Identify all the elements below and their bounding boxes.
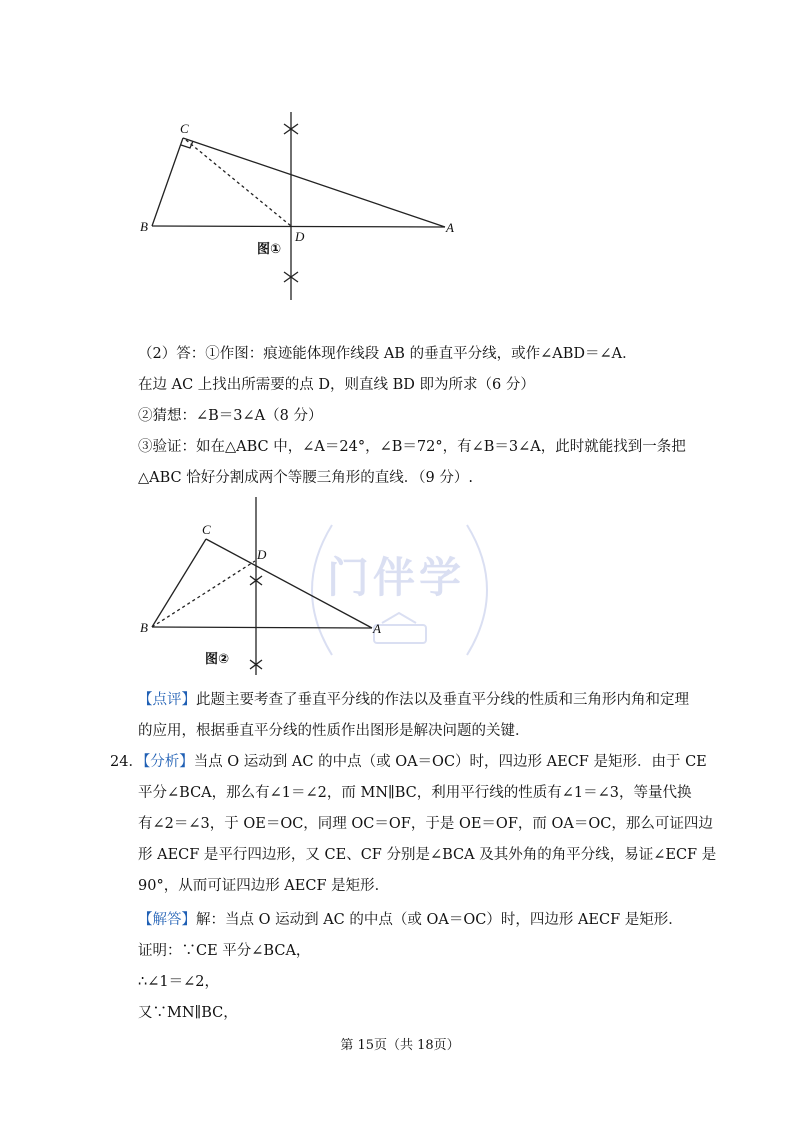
text-line: 在边 AC 上找出所需要的点 D，则直线 BD 即为所求（6 分） — [138, 377, 535, 393]
answer-tag: 【解答】 — [138, 912, 196, 928]
text-line: 平分∠BCA，那么有∠1＝∠2，而 MN∥BC，利用平行线的性质有∠1＝∠3，等量代换 — [138, 785, 692, 801]
text-line: 的应用，根据垂直平分线的性质作出图形是解决问题的关键． — [138, 723, 530, 739]
fig1-label-c: C — [180, 121, 189, 136]
fig2-label-a: A — [373, 621, 381, 636]
fig1-label-a: A — [446, 220, 454, 235]
text-line: 【点评】此题主要考查了垂直平分线的作法以及垂直平分线的性质和三角形内角和定理 — [138, 692, 689, 708]
text-line: ②猜想：∠B＝3∠A（8 分） — [138, 408, 323, 424]
fig2-dashed-bd — [152, 561, 255, 627]
comment-tag: 【点评】 — [138, 692, 196, 708]
fig2-side-ba — [152, 627, 372, 628]
watermark-text: 门伴学 — [327, 553, 466, 602]
text-line: 形 AECF 是平行四边形，又 CE、CF 分别是∠BCA 及其外角的角平分线，易证∠ECF 是 — [138, 847, 717, 863]
question-number: 24． — [110, 754, 143, 770]
fig1-label-d: D — [295, 229, 305, 244]
text-line: △ABC 恰好分割成两个等腰三角形的直线．（9 分）. — [138, 470, 473, 486]
fig2-label-c: C — [202, 522, 211, 537]
fig2-side-bc — [152, 539, 206, 627]
text-line: 90°，从而可证四边形 AECF 是矩形． — [138, 878, 390, 894]
text-line: 【解答】解：当点 O 运动到 AC 的中点（或 OA＝OC）时，四边形 AECF 是矩形． — [138, 912, 683, 928]
text-line: ③验证：如在△ABC 中，∠A＝24°，∠B＝72°，有∠B＝3∠A，此时就能找到一条把 — [138, 439, 686, 455]
text-line: 证明：∵CE 平分∠BCA， — [138, 943, 311, 959]
fig2-label-d: D — [257, 547, 267, 562]
fig1-caption: 图① — [257, 242, 282, 257]
analysis-tag: 【分析】 — [142, 754, 194, 770]
page-footer: 第 15页（共 18页） — [340, 1038, 460, 1053]
text-line: 有∠2＝∠3，于 OE＝OC，同理 OC＝OF，于是 OE＝OF，而 OA＝OC，那么可证四边 — [138, 816, 713, 832]
text-line: （2）答：①作图：痕迹能体现作线段 AB 的垂直平分线，或作∠ABD＝∠A． — [138, 346, 637, 362]
fig2-caption: 图② — [205, 652, 230, 667]
text-line: 又∵MN∥BC， — [138, 1005, 238, 1021]
fig2-side-ca — [206, 539, 372, 628]
text-line: 24．【分析】当点 O 运动到 AC 的中点（或 OA＝OC）时，四边形 AECF 是矩形．由于 CE — [110, 754, 707, 770]
fig1-label-b: B — [140, 219, 148, 234]
text-line: ∴∠1＝∠2， — [138, 974, 219, 990]
fig2-label-b: B — [140, 620, 148, 635]
